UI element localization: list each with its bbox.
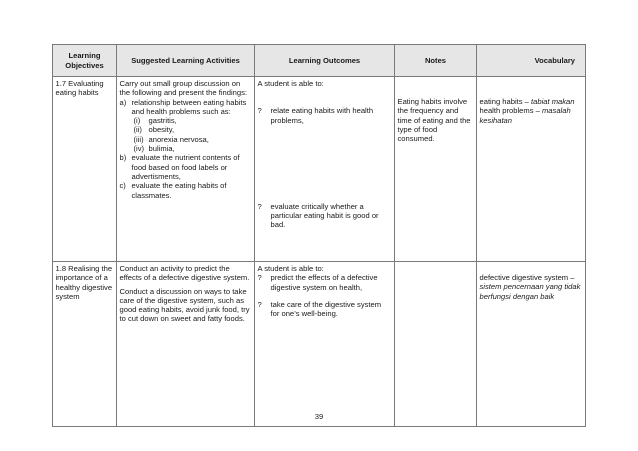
activity-text: evaluate the eating habits of classmates. <box>131 181 227 200</box>
outcome-item <box>258 202 393 230</box>
page-number: 39 <box>314 412 324 421</box>
outcome-item <box>258 300 393 319</box>
notes-text: Eating habits involve the frequency and time of eating and the type of food consumed. <box>397 97 471 144</box>
vocabulary-term: defective digestive system – <box>479 273 575 282</box>
outcome-text: take care of the digestive system for one’s well-being. <box>270 299 382 319</box>
vocabulary-translation: sistem pencernaan yang tidak berfungsi dengan baik <box>479 282 581 301</box>
list-marker: c) <box>119 181 126 191</box>
bullet-icon: ? <box>257 201 262 211</box>
sub-item-text: obesity, <box>148 125 175 135</box>
outcome-item <box>258 273 393 292</box>
sub-item <box>134 144 253 153</box>
sub-item-text: bulimia, <box>148 144 175 154</box>
header-suggested-learning-activities: Suggested Learning Activities <box>117 45 255 77</box>
list-marker: b) <box>119 153 127 163</box>
header-learning-objectives: Learning Objectives <box>53 45 117 77</box>
vocabulary-translation: masalah kesihatan <box>479 106 571 125</box>
learning-objective-cell <box>53 77 117 262</box>
activity-item <box>120 98 253 154</box>
table-row <box>53 77 586 262</box>
outcome-text: predict the effects of a defective digestive system on health, <box>270 273 378 292</box>
list-marker: (iii) <box>133 134 144 144</box>
bullet-icon: ? <box>257 273 262 283</box>
outcomes-intro: A student is able to: <box>257 79 324 88</box>
notes-cell <box>395 262 477 427</box>
header-learning-outcomes: Learning Outcomes <box>255 45 395 77</box>
outcome-text: relate eating habits with health problems, <box>270 106 374 125</box>
vocabulary-entry <box>480 106 584 125</box>
learning-objective-text: 1.7 Evaluating eating habits <box>55 79 104 98</box>
notes-cell <box>395 77 477 262</box>
outcome-text: evaluate critically whether a particular eating habit is good or bad. <box>270 201 379 230</box>
vocabulary-term: eating habits – <box>479 97 532 106</box>
activity-paragraph: Conduct a discussion on ways to take care of the digestive system, such as good eating habits, avoid junk food, try to cut down on sweet and fatty foods. <box>119 286 250 324</box>
header-notes: Notes <box>395 45 477 77</box>
sub-item-text: anorexia nervosa, <box>148 134 209 144</box>
activity-text: relationship between eating habits and health problems such as: <box>131 97 247 116</box>
outcomes-cell <box>255 262 395 427</box>
list-marker: (i) <box>133 116 141 126</box>
vocabulary-cell <box>477 77 586 262</box>
sub-item <box>134 125 253 134</box>
outcome-item <box>258 106 393 125</box>
list-marker: (iv) <box>133 144 145 154</box>
syllabus-table <box>52 44 586 427</box>
outcomes-intro: A student is able to: <box>257 264 324 273</box>
learning-objective-cell <box>53 262 117 427</box>
sub-item <box>134 135 253 144</box>
activity-text: evaluate the nutrient contents of food based on food labels or advertisments, <box>131 153 240 181</box>
sub-item-text: gastritis, <box>148 116 177 126</box>
activity-paragraph: Conduct an activity to predict the effects of a defective digestive system. <box>119 264 250 283</box>
vocabulary-entry <box>480 273 584 301</box>
activities-cell <box>117 77 255 262</box>
activity-item <box>120 153 253 181</box>
activities-list <box>120 98 253 200</box>
table-row <box>53 262 586 427</box>
vocabulary-term: health problems – <box>479 106 542 116</box>
bullet-icon: ? <box>257 299 262 309</box>
list-marker: a) <box>119 97 127 107</box>
vocabulary-cell <box>477 262 586 427</box>
activity-item <box>120 181 253 200</box>
outcomes-cell <box>255 77 395 262</box>
learning-objective-text: 1.8 Realising the importance of a healthy digestive system <box>55 264 113 301</box>
activities-intro: Carry out small group discussion on the following and present the findings: <box>119 79 247 98</box>
sub-item <box>134 116 253 125</box>
header-vocabulary: Vocabulary <box>477 45 586 77</box>
vocabulary-entry <box>480 97 584 106</box>
activities-cell <box>117 262 255 427</box>
list-marker: (ii) <box>133 125 142 135</box>
vocabulary-translation: tabiat makan <box>531 97 575 106</box>
header-row <box>53 45 586 77</box>
bullet-icon: ? <box>257 106 262 116</box>
sub-list <box>132 116 253 153</box>
